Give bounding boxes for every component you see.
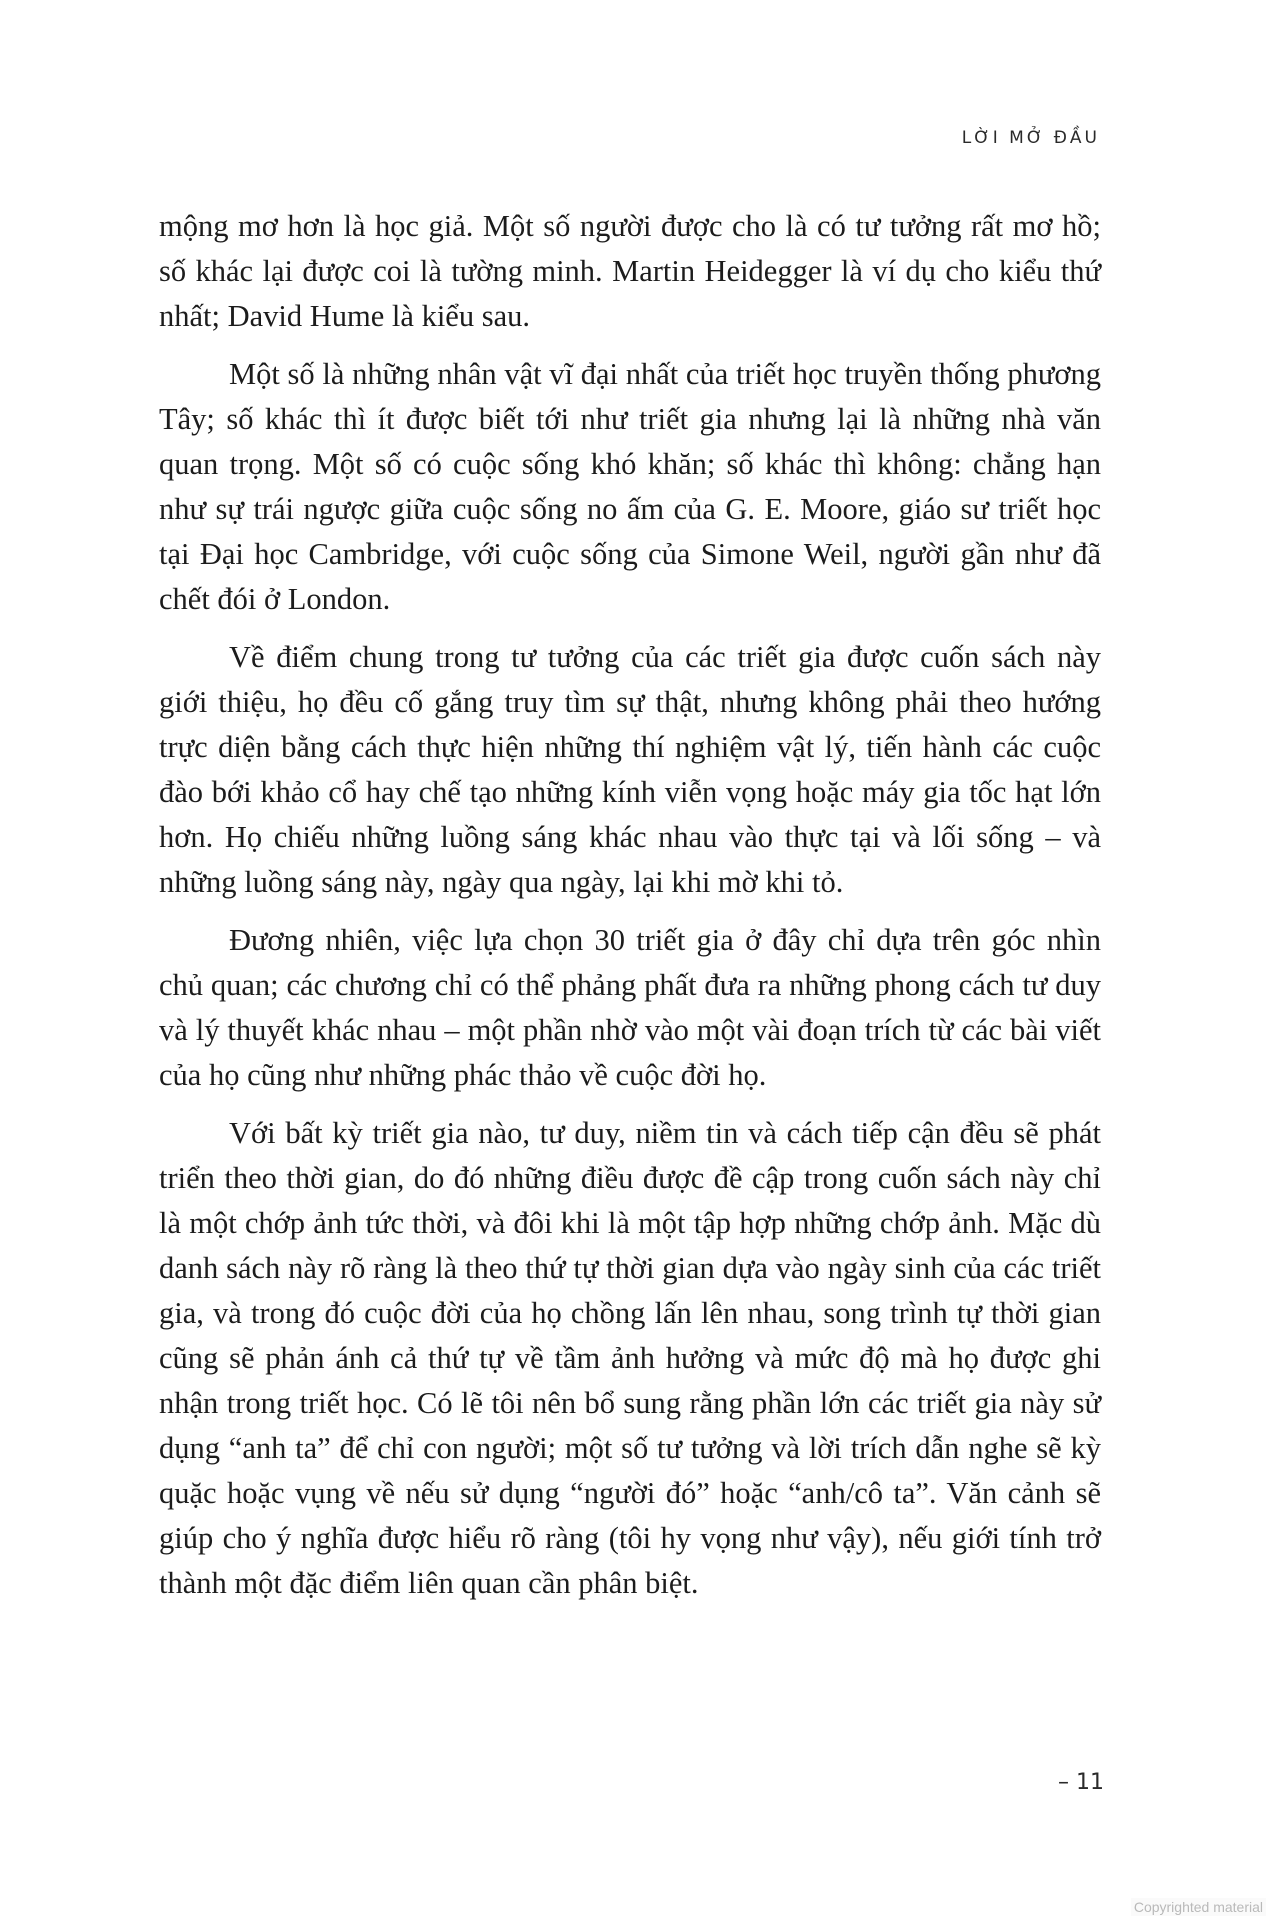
- page-number: – 11: [1058, 1770, 1104, 1795]
- paragraph-2: Một số là những nhân vật vĩ đại nhất của triết học truyền thống phương Tây; số khác thì ít được biết tới như triết gia nhưng lại là những nhà văn quan trọng. Một số có cuộc sống khó khăn; số khác thì không: chẳng hạn như sự trái ngược giữa cuộc sống no ấm của G. E. Moore, giáo sư triết học tại Đại học Cambridge, với cuộc sống của Simone Weil, người gần như đã chết đói ở London.: [159, 357, 1101, 616]
- copyright-watermark: Copyrighted material: [1131, 1898, 1266, 1916]
- body-text: [159, 204, 1101, 1619]
- running-header-title: LỜI MỞ ĐẦU: [961, 128, 1100, 148]
- paragraph-4: Đương nhiên, việc lựa chọn 30 triết gia ở đây chỉ dựa trên góc nhìn chủ quan; các chương chỉ có thể phảng phất đưa ra những phong cách tư duy và lý thuyết khác nhau – một phần nhờ vào một vài đoạn trích từ các bài viết của họ cũng như những phác thảo về cuộc đời họ.: [159, 923, 1101, 1092]
- paragraph-3: Về điểm chung trong tư tưởng của các triết gia được cuốn sách này giới thiệu, họ đều cố gắng truy tìm sự thật, nhưng không phải theo hướng trực diện bằng cách thực hiện những thí nghiệm vật lý, tiến hành các cuộc đào bới khảo cổ hay chế tạo những kính viễn vọng hoặc máy gia tốc hạt lớn hơn. Họ chiếu những luồng sáng khác nhau vào thực tại và lối sống – và những luồng sáng này, ngày qua ngày, lại khi mờ khi tỏ.: [159, 640, 1101, 899]
- paragraph-5: Với bất kỳ triết gia nào, tư duy, niềm tin và cách tiếp cận đều sẽ phát triển theo thời gian, do đó những điều được đề cập trong cuốn sách này chỉ là một chớp ảnh tức thời, và đôi khi là một tập hợp những chớp ảnh. Mặc dù danh sách này rõ ràng là theo thứ tự thời gian dựa vào ngày sinh của các triết gia, và trong đó cuộc đời của họ chồng lấn lên nhau, song trình tự thời gian cũng sẽ phản ánh cả thứ tự về tầm ảnh hưởng và mức độ mà họ được ghi nhận trong triết học. Có lẽ tôi nên bổ sung rằng phần lớn các triết gia này sử dụng “anh ta” để chỉ con người; một số tư tưởng và lời trích dẫn nghe sẽ kỳ quặc hoặc vụng về nếu sử dụng “người đó” hoặc “anh/cô ta”. Văn cảnh sẽ giúp cho ý nghĩa được hiểu rõ ràng (tôi hy vọng như vậy), nếu giới tính trở thành một đặc điểm liên quan cần phân biệt.: [159, 1116, 1101, 1600]
- paragraph-1: mộng mơ hơn là học giả. Một số người được cho là có tư tưởng rất mơ hồ; số khác lại được coi là tường minh. Martin Heidegger là ví dụ cho kiểu thứ nhất; David Hume là kiểu sau.: [159, 209, 1101, 333]
